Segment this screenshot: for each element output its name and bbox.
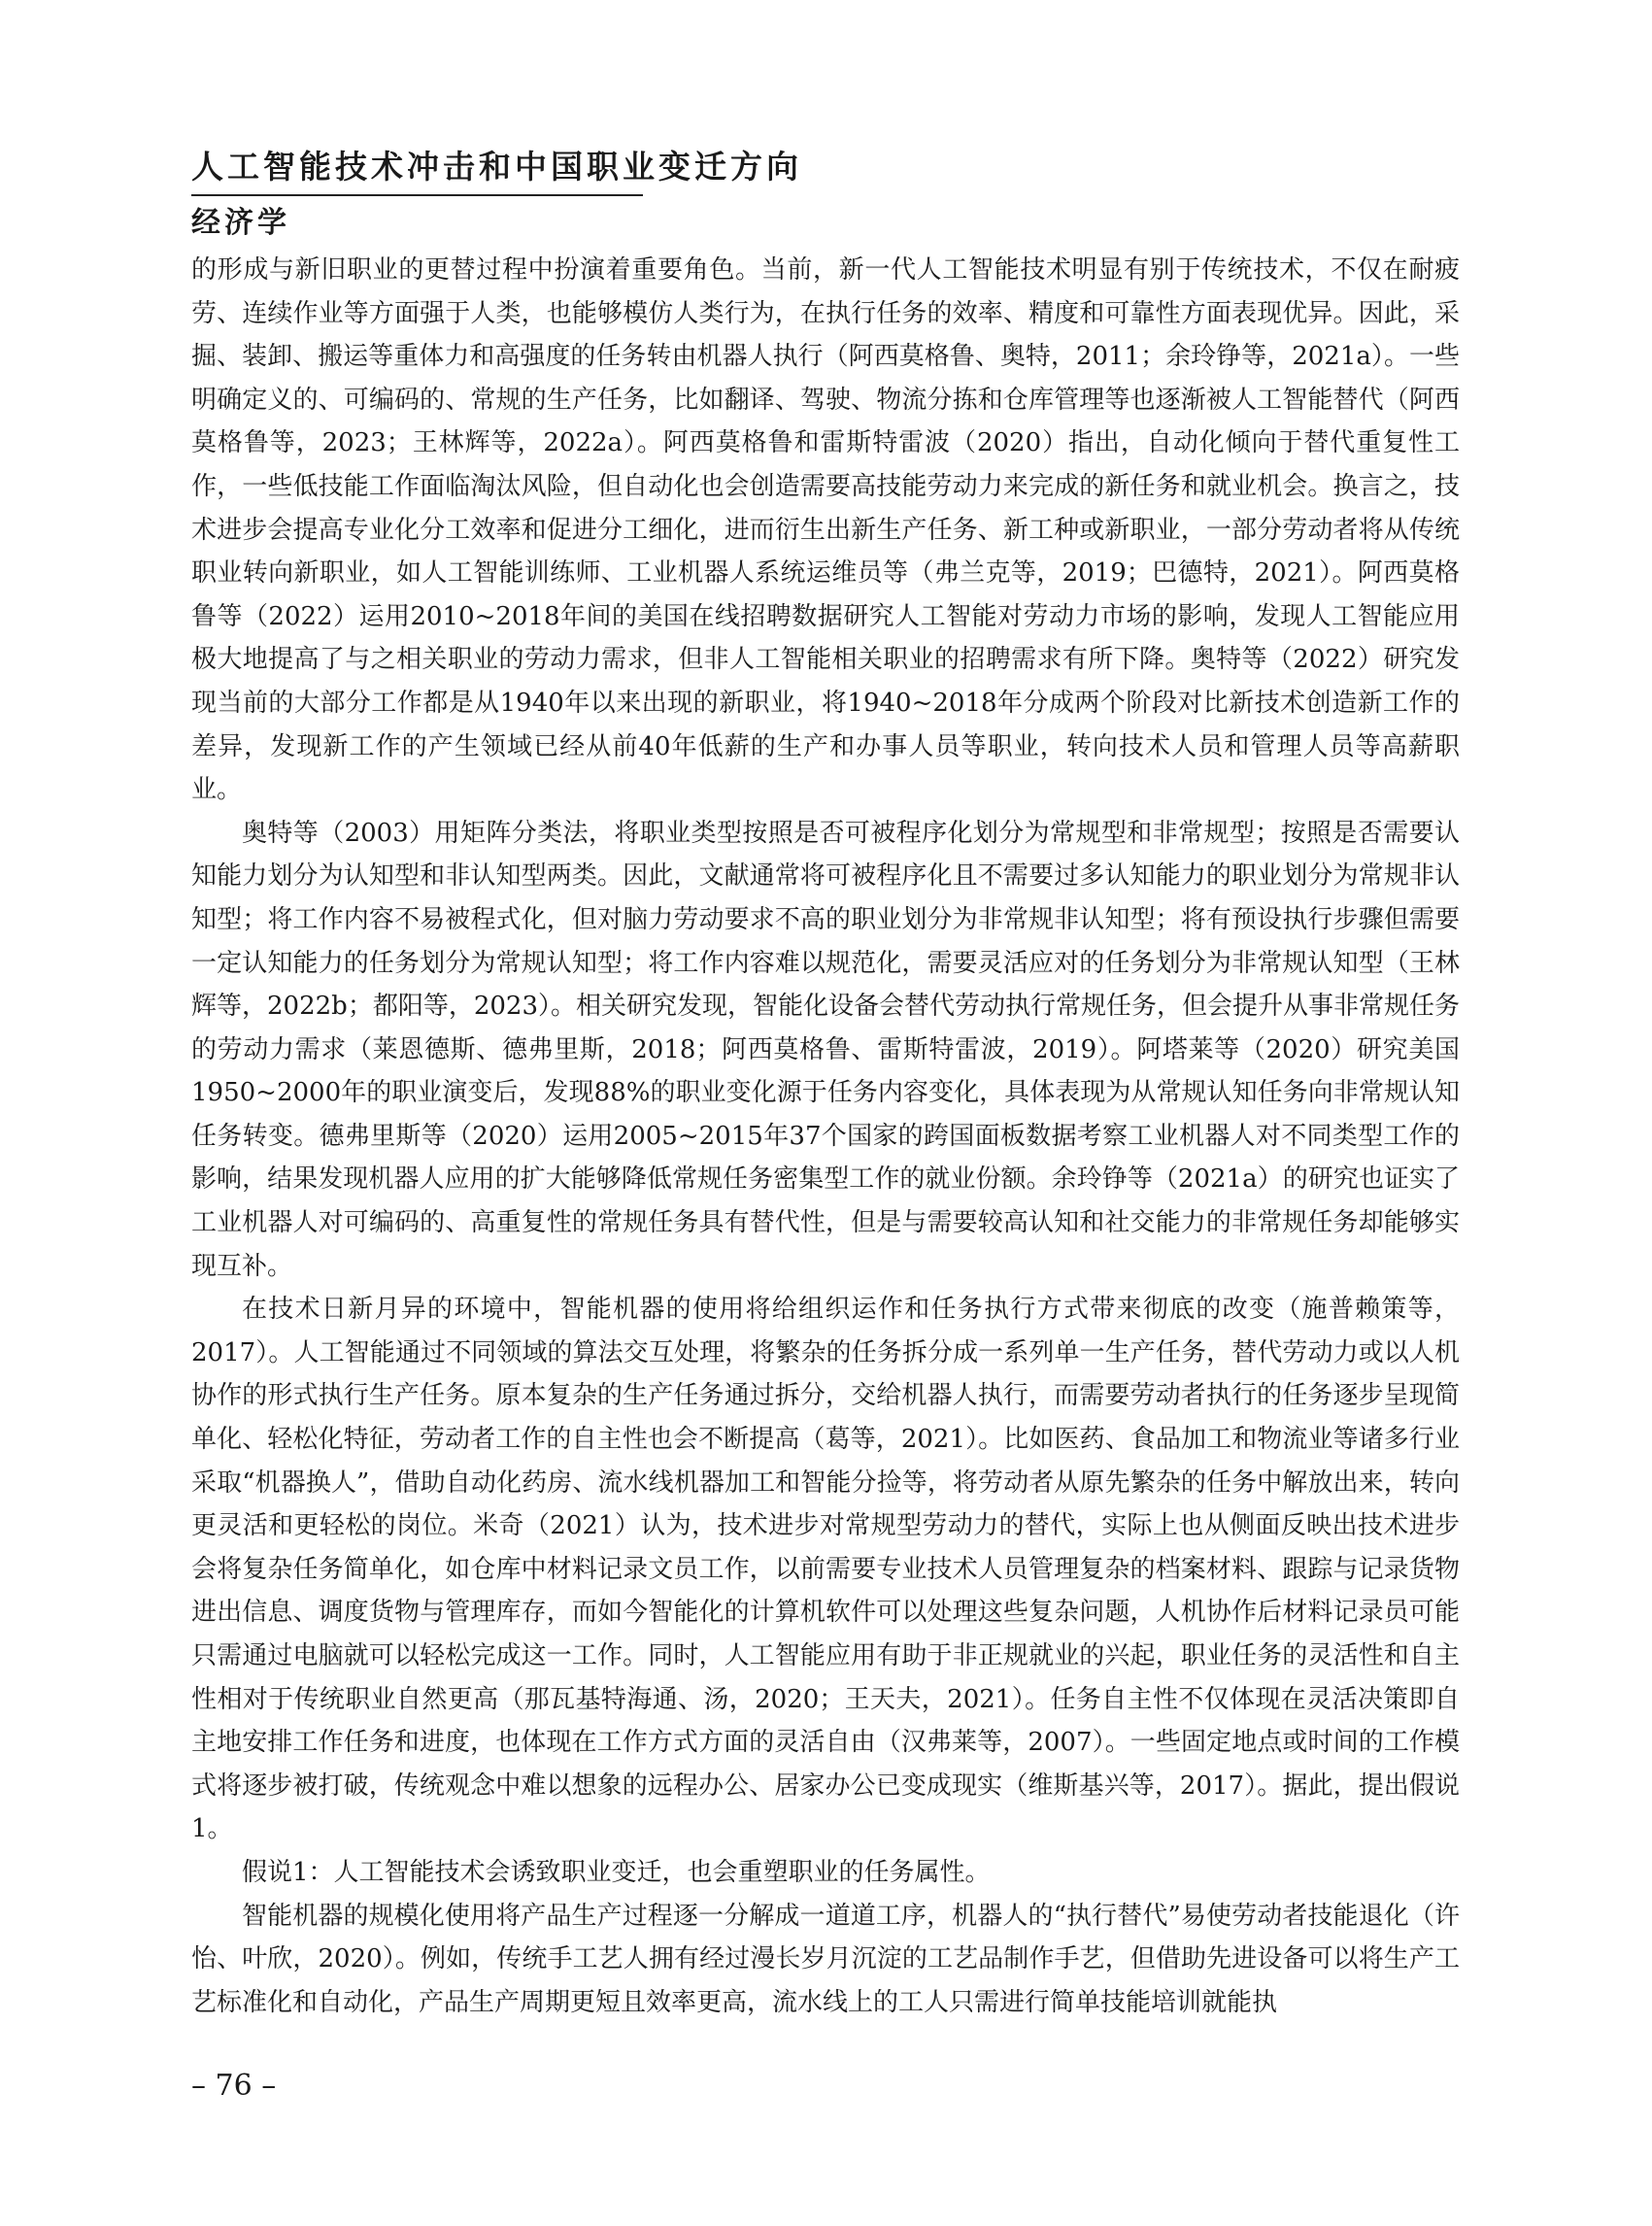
header-rule bbox=[191, 194, 643, 196]
paragraph: 智能机器的规模化使用将产品生产过程逐一分解成一道道工序，机器人的“执行替代”易使劳动者技能退化（许怡、叶欣，2020）。例如，传统手工艺人拥有经过漫长岁月沉淀的工艺品制作手艺，但借助先进设备可以将生产工艺标准化和自动化，产品生产周期更短且效率更高，流水线上的工人只需进行简单技能培训就能执 bbox=[191, 1901, 1460, 2017]
page-number: – 76 – bbox=[191, 2069, 277, 2103]
running-title: 人工智能技术冲击和中国职业变迁方向 bbox=[191, 148, 802, 186]
paragraph: 奥特等（2003）用矩阵分类法，将职业类型按照是否可被程序化划分为常规型和非常规型；按照是否需要认知能力划分为认知型和非认知型两类。因此，文献通常将可被程序化且不需要过多认知能力的职业划分为常规非认知型；将工作内容不易被程式化，但对脑力劳动要求不高的职业划分为非常规非认知型；将有预设执行步骤但需要一定认知能力的任务划分为常规认知型；将工作内容难以规范化，需要灵活应对的任务划分为非常规认知型（王林辉等，2022b；都阳等，2023）。相关研究发现，智能化设备会替代劳动执行常规任务，但会提升从事非常规任务的劳动力需求（莱恩德斯、德弗里斯，2018；阿西莫格鲁、雷斯特雷波，2019）。阿塔莱等（2020）研究美国1950~2000年的职业演变后，发现88%的职业变化源于任务内容变化，具体表现为从常规认知任务向非常规认知任务转变。德弗里斯等（2020）运用2005~2015年37个国家的跨国面板数据考察工业机器人对不同类型工作的影响，结果发现机器人应用的扩大能够降低常规任务密集型工作的就业份额。余玲铮等（2021a）的研究也证实了工业机器人对可编码的、高重复性的常规任务具有替代性，但是与需要较高认知和社交能力的非常规任务却能够实现互补。 bbox=[191, 818, 1460, 1281]
section-label: 经济学 bbox=[191, 206, 290, 240]
paragraph: 的形成与新旧职业的更替过程中扮演着重要角色。当前，新一代人工智能技术明显有别于传统技术，不仅在耐疲劳、连续作业等方面强于人类，也能够模仿人类行为，在执行任务的效率、精度和可靠性方面表现优异。因此，采掘、装卸、搬运等重体力和高强度的任务转由机器人执行（阿西莫格鲁、奥特，2011；余玲铮等，2021a）。一些明确定义的、可编码的、常规的生产任务，比如翻译、驾驶、物流分拣和仓库管理等也逐渐被人工智能替代（阿西莫格鲁等，2023；王林辉等，2022a）。阿西莫格鲁和雷斯特雷波（2020）指出，自动化倾向于替代重复性工作，一些低技能工作面临淘汰风险，但自动化也会创造需要高技能劳动力来完成的新任务和就业机会。换言之，技术进步会提高专业化分工效率和促进分工细化，进而衍生出新生产任务、新工种或新职业，一部分劳动者将从传统职业转向新职业，如人工智能训练师、工业机器人系统运维员等（弗兰克等，2019；巴德特，2021）。阿西莫格鲁等（2022）运用2010~2018年间的美国在线招聘数据研究人工智能对劳动力市场的影响，发现人工智能应用极大地提高了与之相关职业的劳动力需求，但非人工智能相关职业的招聘需求有所下降。奥特等（2022）研究发现当前的大部分工作都是从1940年以来出现的新职业，将1940~2018年分成两个阶段对比新技术创造新工作的差异，发现新工作的产生领域已经从前40年低薪的生产和办事人员等职业，转向技术人员和管理人员等高薪职业。 bbox=[191, 255, 1460, 805]
body-text bbox=[191, 249, 1460, 2024]
paragraph: 在技术日新月异的环境中，智能机器的使用将给组织运作和任务执行方式带来彻底的改变（施普赖策等，2017）。人工智能通过不同领域的算法交互处理，将繁杂的任务拆分成一系列单一生产任务，替代劳动力或以人机协作的形式执行生产任务。原本复杂的生产任务通过拆分，交给机器人执行，而需要劳动者执行的任务逐步呈现简单化、轻松化特征，劳动者工作的自主性也会不断提高（葛等，2021）。比如医药、食品加工和物流业等诸多行业采取“机器换人”，借助自动化药房、流水线机器加工和智能分捡等，将劳动者从原先繁杂的任务中解放出来，转向更灵活和更轻松的岗位。米奇（2021）认为，技术进步对常规型劳动力的替代，实际上也从侧面反映出技术进步会将复杂任务简单化，如仓库中材料记录文员工作，以前需要专业技术人员管理复杂的档案材料、跟踪与记录货物进出信息、调度货物与管理库存，而如今智能化的计算机软件可以处理这些复杂问题，人机协作后材料记录员可能只需通过电脑就可以轻松完成这一工作。同时，人工智能应用有助于非正规就业的兴起，职业任务的灵活性和自主性相对于传统职业自然更高（那瓦基特海通、汤，2020；王天夫，2021）。任务自主性不仅体现在灵活决策即自主地安排工作任务和进度，也体现在工作方式方面的灵活自由（汉弗莱等，2007）。一些固定地点或时间的工作模式将逐步被打破，传统观念中难以想象的远程办公、居家办公已变成现实（维斯基兴等，2017）。据此，提出假说1。 bbox=[191, 1295, 1460, 1844]
hypothesis: 假说1：人工智能技术会诱致职业变迁，也会重塑职业的任务属性。 bbox=[242, 1857, 991, 1887]
